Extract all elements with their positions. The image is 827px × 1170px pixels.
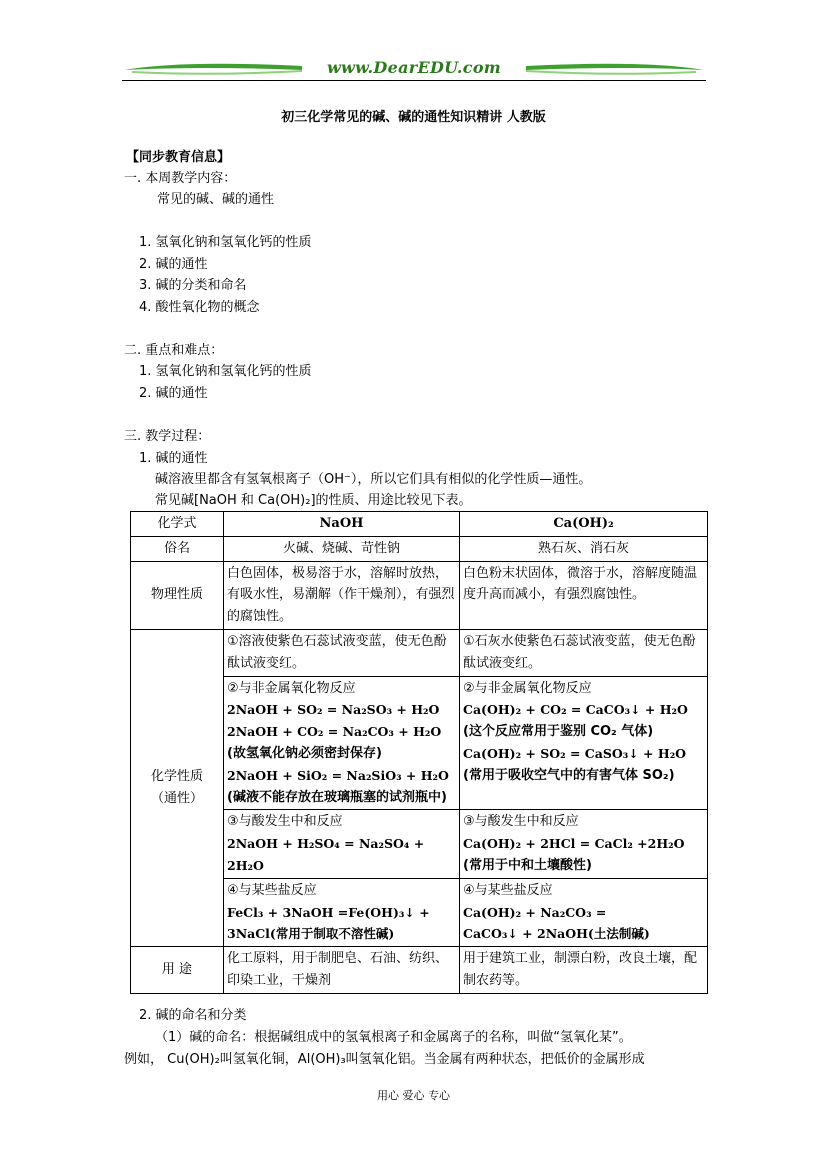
- row-label-chemical: [131, 629, 224, 946]
- naming-line-1: （1）碱的命名：根据碱组成中的氢氧根离子和金属离子的名称，叫做“氢氧化某”。: [155, 1030, 632, 1045]
- reaction2-naoh-note2: (碱液不能存放在玻璃瓶塞的试剂瓶中): [227, 789, 447, 805]
- row-label-uses: 用 途: [131, 947, 224, 994]
- table-row-uses: [131, 947, 708, 994]
- reaction2-naoh-eq3: 2NaOH + SiO₂ = Na₂SiO₃ + H₂O: [227, 767, 449, 783]
- row-label-chemical-line2: （通性）: [150, 791, 203, 807]
- cell-alias-naoh: 火碱、烧碱、苛性钠: [224, 536, 460, 561]
- reaction2-naoh-eq2: 2NaOH + CO₂ = Na₂CO₃ + H₂O: [227, 724, 442, 740]
- table-row-alias: [131, 536, 708, 561]
- row-label-alias: 俗名: [131, 536, 224, 561]
- part1-item-2: 2. 碱的通性: [139, 257, 208, 272]
- part3-para-1: 碱溶液里都含有氢氧根离子（OH⁻），所以它们具有相似的化学性质—通性。: [155, 472, 592, 487]
- reaction4-caoh-eq1-cont: CaCO₃↓ + 2NaOH(土法制碱): [463, 926, 650, 942]
- site-logo-text: www.DearEDU.com: [326, 58, 502, 77]
- part3-item-2: 2. 碱的命名和分类: [139, 1008, 247, 1023]
- part2-item-1: 1. 氢氧化钠和氢氧化钙的性质: [139, 364, 312, 379]
- cell-uses-naoh: 化工原料，用于制肥皂、石油、纺织、印染工业，干燥剂: [224, 947, 460, 994]
- table-row-chem-1: [131, 629, 708, 676]
- reaction2-caoh-note2: (常用于吸收空气中的有害气体 SO₂): [463, 767, 675, 783]
- reaction2-caoh-eq1: Ca(OH)₂ + CO₂ = CaCO₃↓ + H₂O: [463, 702, 688, 718]
- document-title: 初三化学常见的碱、碱的通性知识精讲 人教版: [281, 110, 546, 125]
- part3-heading: 三. 教学过程：: [124, 429, 211, 444]
- reaction2-naoh-note1: (故氢氧化钠必须密封保存): [227, 745, 382, 761]
- section-tag: 【同步教育信息】: [126, 150, 231, 165]
- cell-reaction4-naoh: [224, 878, 460, 946]
- part2-item-2: 2. 碱的通性: [139, 386, 208, 401]
- part1-item-3: 3. 碱的分类和命名: [139, 278, 247, 293]
- cell-reaction3-caoh: [460, 810, 708, 878]
- header-cell-formula: 化学式: [131, 512, 224, 537]
- header-cell-caoh: Ca(OH)₂: [460, 512, 708, 537]
- reaction2-caoh-eq2: Ca(OH)₂ + SO₂ = CaSO₃↓ + H₂O: [463, 745, 687, 761]
- reaction2-naoh-eq1: 2NaOH + SO₂ = Na₂SO₃ + H₂O: [227, 702, 440, 718]
- part3-item-1: 1. 碱的通性: [139, 451, 208, 466]
- reaction2-caoh-note1: (这个反应常用于鉴别 CO₂ 气体): [463, 724, 654, 740]
- cell-physical-caoh: 白色粉末状固体，微溶于水，溶解度随温度升高而减小，有强烈腐蚀性。: [460, 561, 708, 629]
- reaction2-caoh-title: ②与非金属氧化物反应: [463, 680, 592, 696]
- naming-line-2: 例如， Cu(OH)₂叫氢氧化铜，Al(OH)₃叫氢氧化铝。当金属有两种状态，把低价的金属形成: [124, 1052, 645, 1067]
- part1-item-4: 4. 酸性氧化物的概念: [139, 300, 260, 315]
- cell-alias-caoh: 熟石灰、消石灰: [460, 536, 708, 561]
- cell-reaction1-naoh: ①溶液使紫色石蕊试液变蓝，使无色酚酞试液变红。: [224, 629, 460, 676]
- part3-para-2: 常见碱[NaOH 和 Ca(OH)₂]的性质、用途比较见下表。: [155, 493, 472, 508]
- reaction3-caoh-eq1: Ca(OH)₂ + 2HCl = CaCl₂ +2H₂O: [463, 836, 685, 852]
- part1-item-1: 1. 氢氧化钠和氢氧化钙的性质: [139, 235, 312, 250]
- site-banner: [122, 56, 706, 82]
- cell-physical-naoh: 白色固体，极易溶于水，溶解时放热，有吸水性，易潮解（作干燥剂），有强烈的腐蚀性。: [224, 561, 460, 629]
- row-label-chemical-line1: 化学性质: [150, 769, 203, 785]
- part1-subtitle: 常见的碱、碱的通性: [157, 192, 275, 207]
- part2-heading: 二. 重点和难点：: [124, 343, 224, 358]
- row-label-physical: 物理性质: [131, 561, 224, 629]
- table-row-physical: [131, 561, 708, 629]
- cell-reaction2-naoh: [224, 676, 460, 810]
- base-comparison-table: [130, 511, 708, 994]
- part1-heading: 一. 本周教学内容：: [124, 171, 237, 186]
- table-row-formula: [131, 512, 708, 537]
- reaction3-caoh-note1: (常用于中和土壤酸性): [463, 857, 592, 873]
- reaction4-caoh-title: ④与某些盐反应: [463, 882, 553, 898]
- cell-uses-caoh: 用于建筑工业，制漂白粉，改良土壤，配制农药等。: [460, 947, 708, 994]
- reaction4-naoh-eq1-cont: 3NaCl(常用于制取不溶性碱): [227, 926, 395, 942]
- cell-reaction4-caoh: [460, 878, 708, 946]
- cell-reaction3-naoh: [224, 810, 460, 878]
- reaction3-caoh-title: ③与酸发生中和反应: [463, 814, 579, 830]
- reaction4-naoh-eq1: FeCl₃ + 3NaOH =Fe(OH)₃↓ +: [227, 904, 430, 920]
- header-cell-naoh: NaOH: [224, 512, 460, 537]
- reaction4-naoh-title: ④与某些盐反应: [227, 882, 317, 898]
- cell-reaction1-caoh: ①石灰水使紫色石蕊试液变蓝，使无色酚酞试液变红。: [460, 629, 708, 676]
- reaction3-naoh-eq1: 2NaOH + H₂SO₄ = Na₂SO₄ + 2H₂O: [227, 836, 425, 873]
- header-rule: [122, 80, 706, 81]
- reaction4-caoh-eq1: Ca(OH)₂ + Na₂CO₃ =: [463, 904, 607, 920]
- page-footer: 用心 爱心 专心: [377, 1089, 450, 1102]
- reaction3-naoh-title: ③与酸发生中和反应: [227, 814, 343, 830]
- cell-reaction2-caoh: [460, 676, 708, 810]
- reaction2-naoh-title: ②与非金属氧化物反应: [227, 680, 356, 696]
